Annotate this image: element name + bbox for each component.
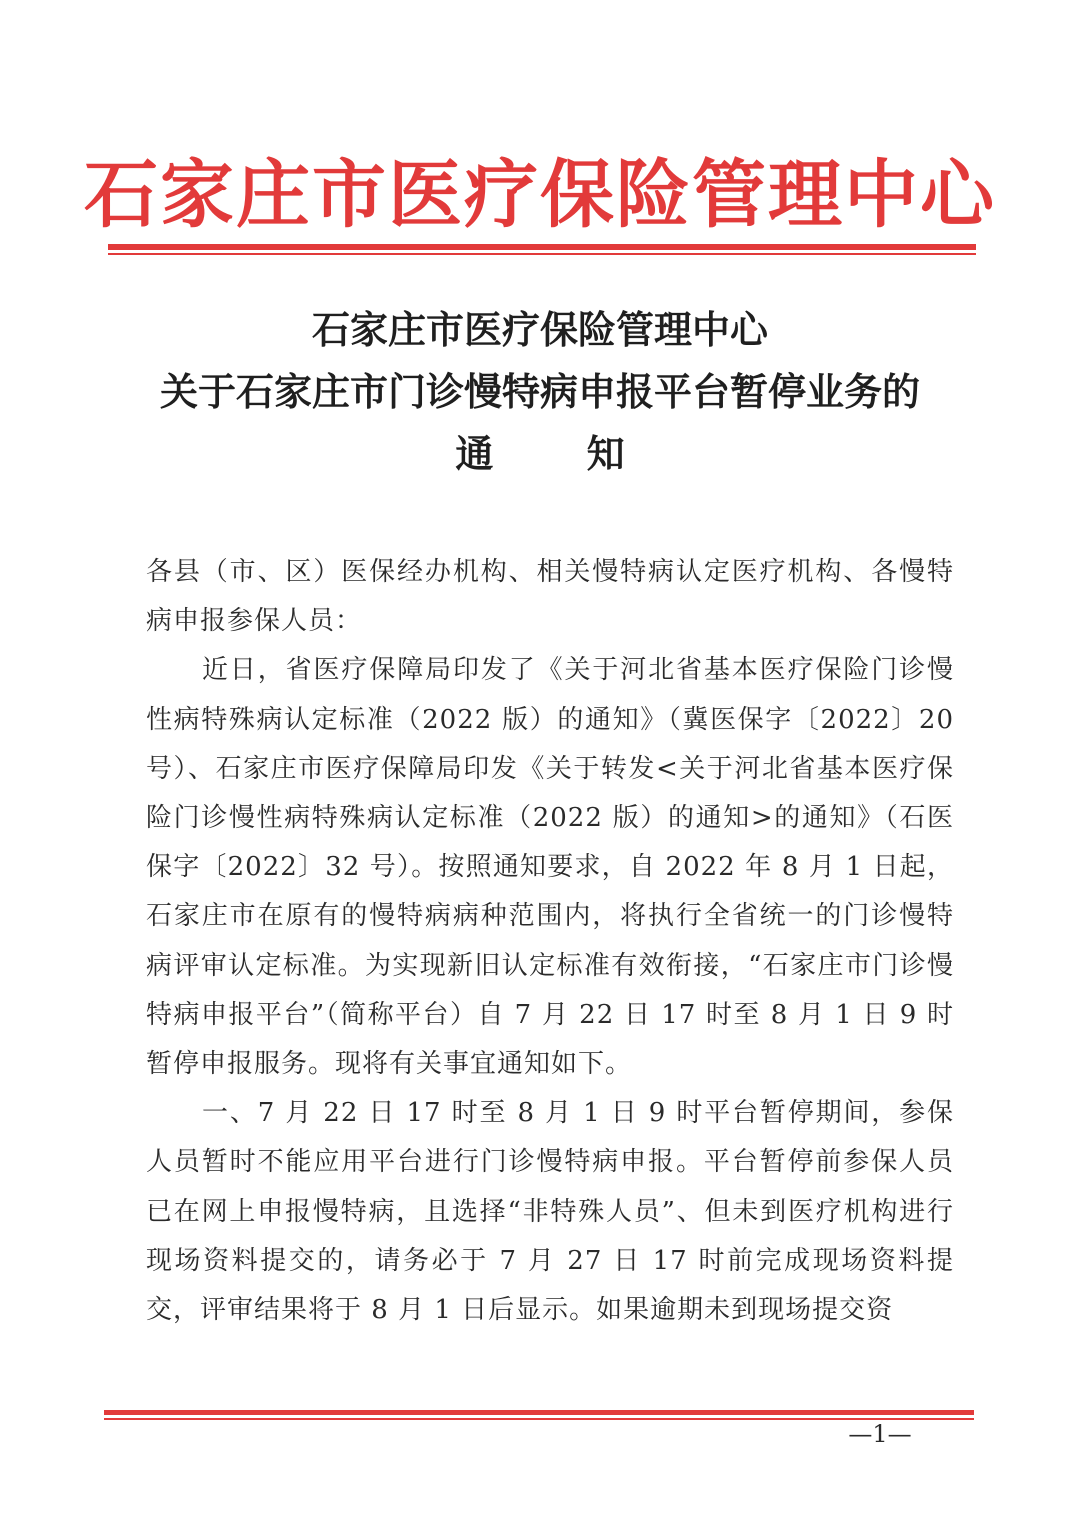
body-paragraph-2: 一、7 月 22 日 17 时至 8 月 1 日 9 时平台暂停期间，参保人员暂时不能应用平台进行门诊慢特病申报。平台暂停前参保人员已在网上申报慢特病，且选择“非特殊人员”、但未到医疗机构进行现场资料提交的，请务必于 7 月 27 日 17 时前完成现场资料提交，评审结果将于 8 月 1 日后显示。如果逾期未到现场提交资	[146, 1098, 954, 1326]
document-title-line-1: 石家庄市医疗保险管理中心	[311, 307, 768, 352]
body-paragraph-1: 近日，省医疗保障局印发了《关于河北省基本医疗保险门诊慢性病特殊病认定标准（2022 版）的通知》（冀医保字〔2022〕20 号）、石家庄市医疗保障局印发《关于转发<关于河北省基本医疗保险门诊慢性病特殊病认定标准（2022 版）的通知>的通知》（石医保字〔2022〕32 号）。按照通知要求，自 2022 年 8 月 1 日起，石家庄市在原有的慢特病病种范围内，将执行全省统一的门诊慢特病评审认定标准。为实现新旧认定标准有效衔接，“石家庄市门诊慢特病申报平台”（简称平台）自 7 月 22 日 17 时至 8 月 1 日 9 时暂停申报服务。现将有关事宜通知如下。	[146, 655, 954, 1080]
header-red-rule-thin	[108, 253, 976, 255]
document-body	[146, 548, 954, 1335]
document-title-line-3: 通 知	[455, 431, 625, 476]
salutation: 各县（市、区）医保经办机构、相关慢特病认定医疗机构、各慢特病申报参保人员：	[146, 557, 954, 637]
header-red-rule	[108, 244, 976, 250]
document-title-line-2: 关于石家庄市门诊慢特病申报平台暂停业务的	[159, 369, 920, 414]
footer-red-rule	[104, 1410, 974, 1415]
issuing-organization-header: 石家庄市医疗保险管理中心	[84, 152, 996, 238]
page-number: —1—	[848, 1420, 912, 1448]
